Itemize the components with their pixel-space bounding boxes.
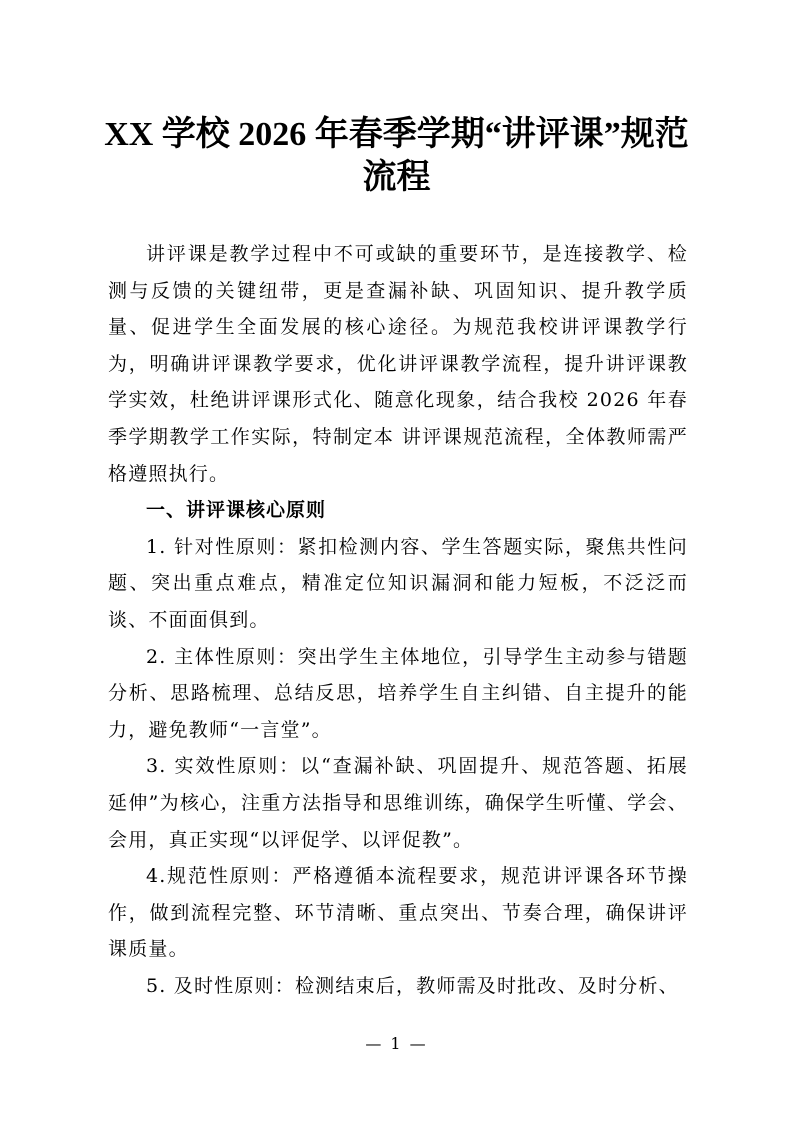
principle-timeliness: 5. 及时性原则：检测结束后，教师需及时批改、及时分析、	[146, 974, 679, 997]
principle-standardization: 4.规范性原则：严格遵循本流程要求，规范讲评课各环节操作，做到流程完整、环节清晰、重点突出、节奏合理，确保讲评课质量。	[108, 865, 688, 961]
page-number: — 1 —	[365, 1034, 428, 1053]
document-title-line-1: XX 学校 2026 年春季学期“讲评课”规范	[104, 116, 689, 153]
intro-paragraph: 讲评课是教学过程中不可或缺的重要环节，是连接教学、检测与反馈的关键纽带，更是查漏补缺、巩固知识、提升教学质量、促进学生全面发展的核心途径。为规范我校讲评课教学行为，明确讲评课教学要求，优化讲评课教学流程，提升讲评课教学实效，杜绝讲评课形式化、随意化现象，结合我校 2026 年春季学期教学工作实际，特制定本 讲评课规范流程，全体教师需严格遵照执行。	[108, 243, 688, 485]
principle-targeted: 1. 针对性原则：紧扣检测内容、学生答题实际，聚焦共性问题、突出重点难点，精准定位知识漏洞和能力短板，不泛泛而谈、不面面俱到。	[108, 535, 688, 631]
principle-student-centered: 2. 主体性原则：突出学生主体地位，引导学生主动参与错题分析、思路梳理、总结反思，培养学生自主纠错、自主提升的能力，避免教师“一言堂”。	[108, 645, 688, 741]
document-title-line-2: 流程	[362, 159, 431, 196]
principle-effectiveness: 3. 实效性原则：以“查漏补缺、巩固提升、规范答题、拓展延伸”为核心，注重方法指导和思维训练，确保学生听懂、学会、会用，真正实现“以评促学、以评促教”。	[108, 755, 688, 851]
section-heading-core-principles: 一、讲评课核心原则	[146, 499, 327, 522]
document-body	[108, 236, 688, 1004]
